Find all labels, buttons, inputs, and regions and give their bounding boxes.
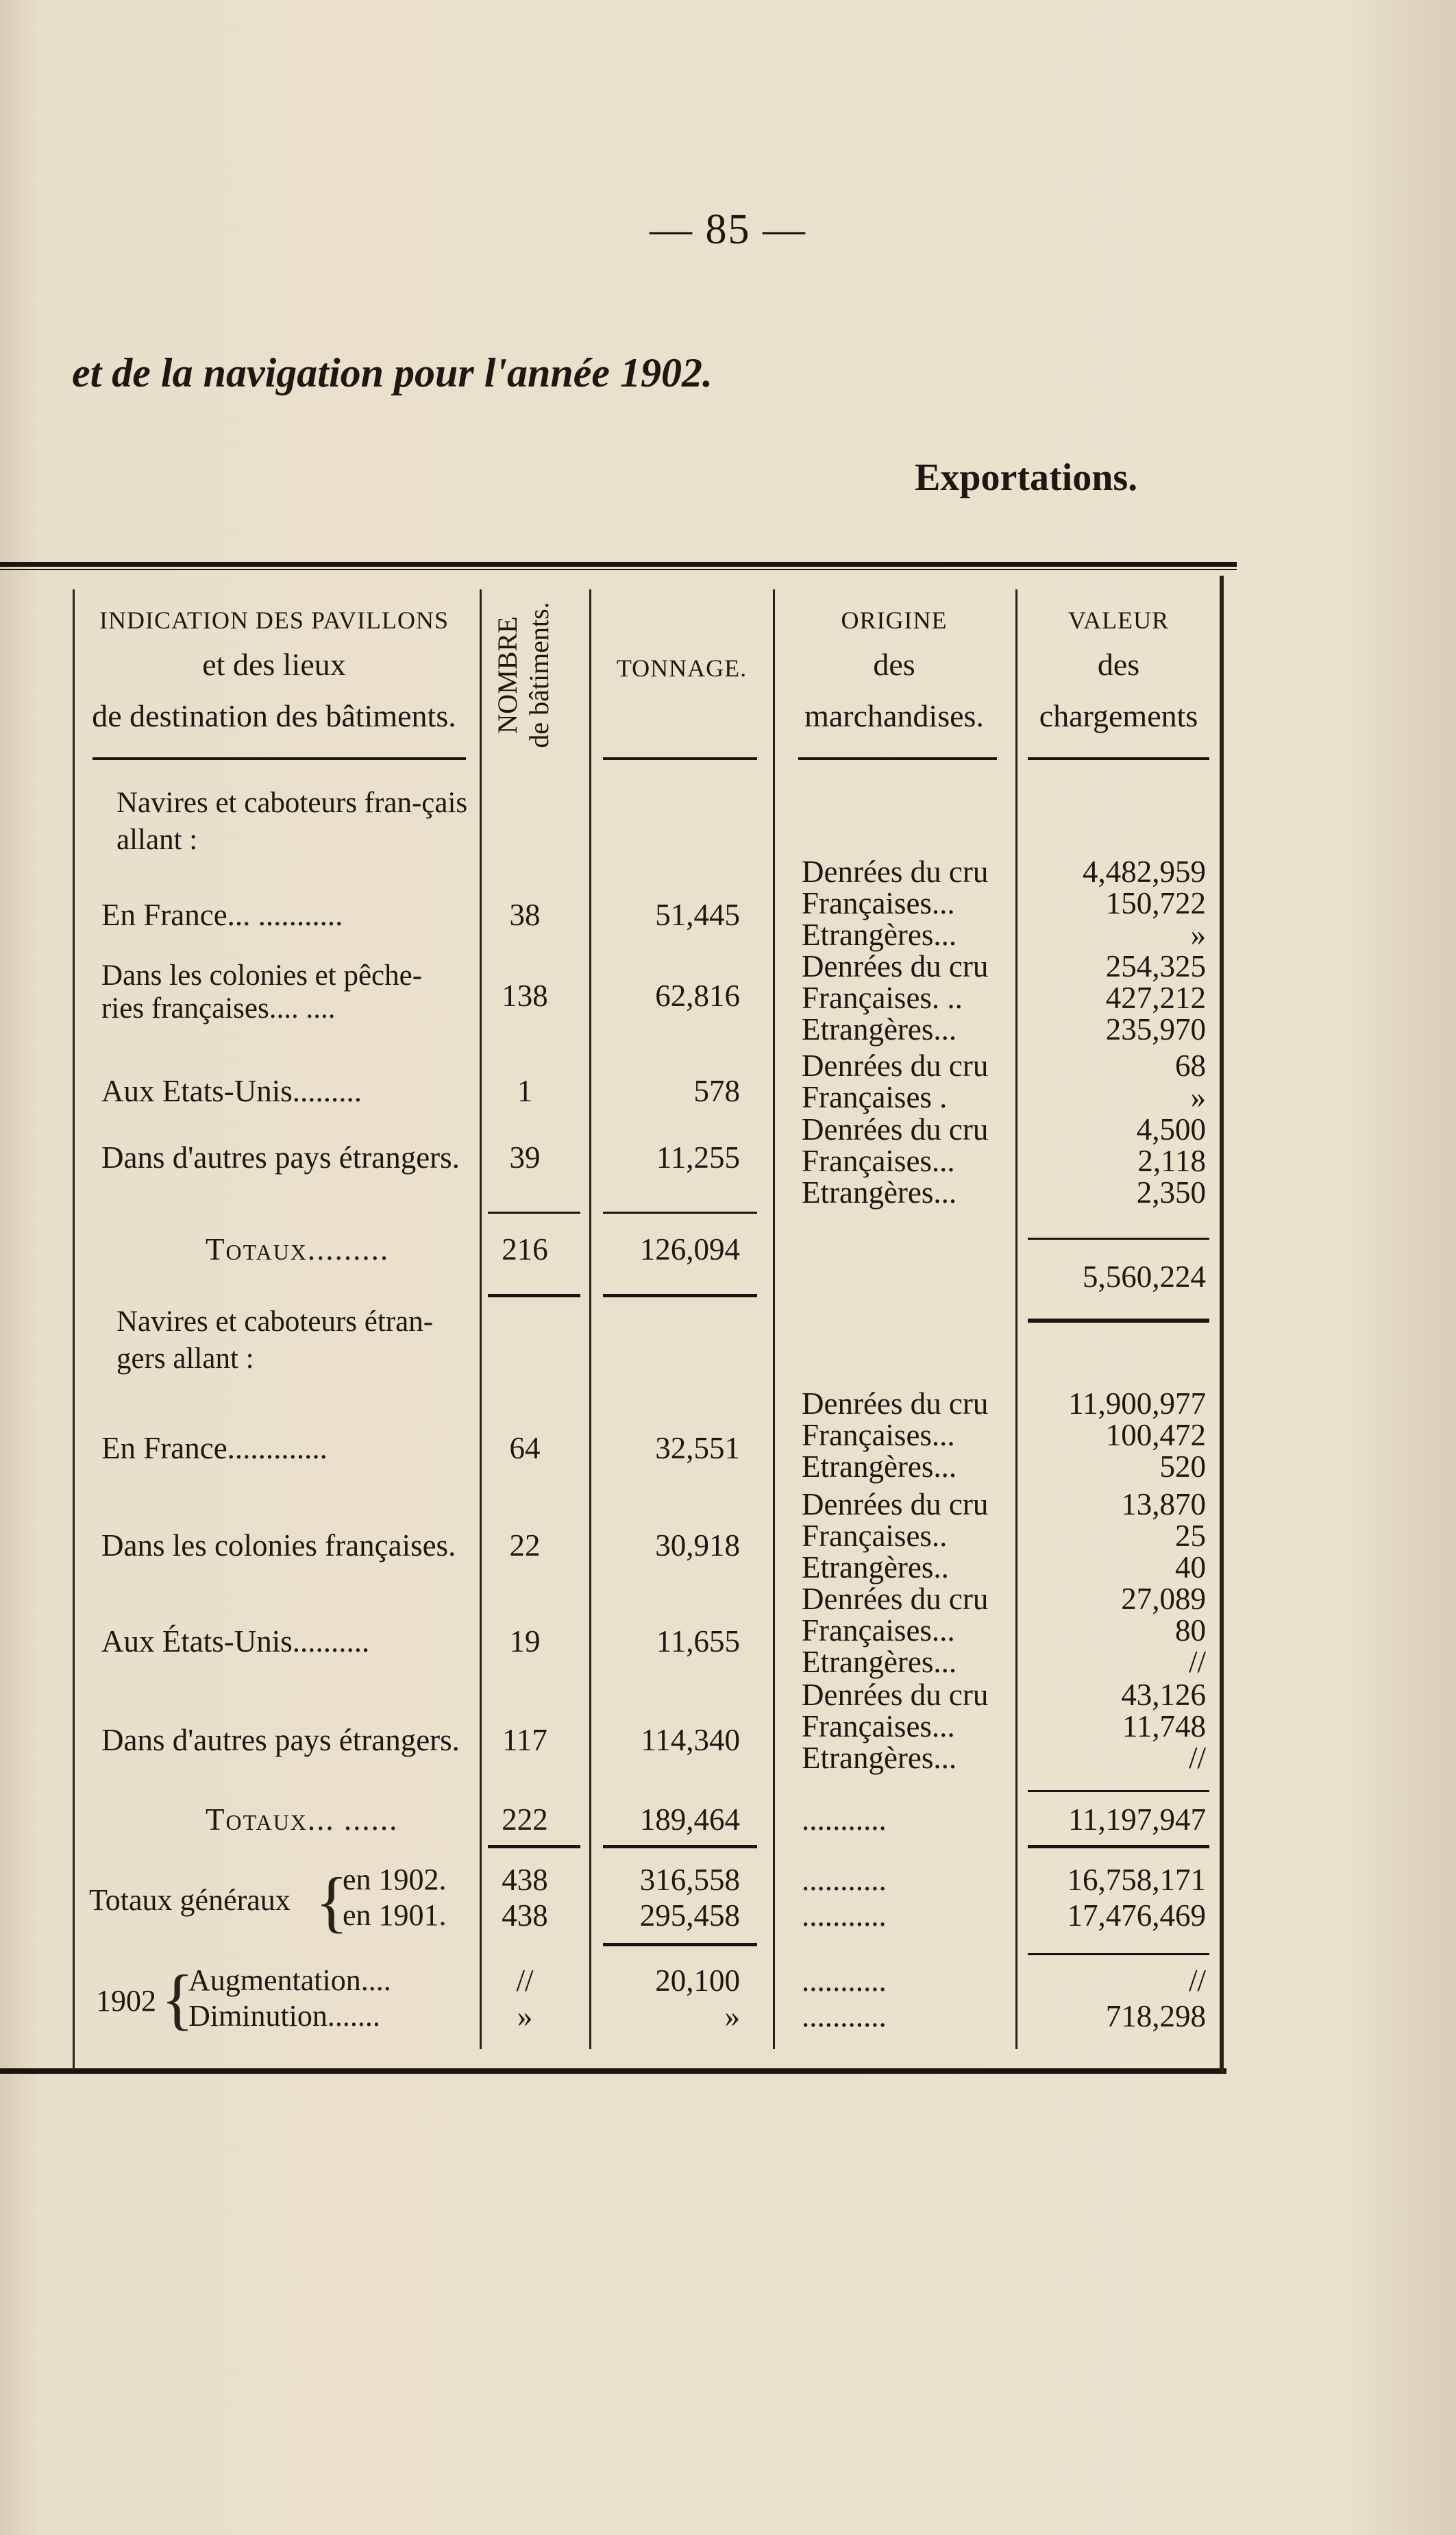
value-cell: 68 [1175,1049,1206,1083]
origin-cru: Denrées du cru [802,1487,989,1521]
total-rule [488,1294,580,1297]
value-cell: » [1190,1080,1206,1114]
year-label: en 1902. [343,1863,447,1896]
origin-francaises: Françaises... [802,1144,955,1178]
value-cell: 25 [1175,1519,1206,1553]
page-number: — 85 — [650,206,806,253]
origin-etrangeres: Etrangères.. [802,1550,949,1584]
total-rule [1028,1953,1209,1955]
totals-nombre: 216 [502,1232,548,1266]
header-tonnage: TONNAGE. [616,654,748,682]
row-nombre: 38 [509,898,541,932]
variation-tonnage: » [724,1999,740,2033]
header-origine: ORIGINE [841,607,948,634]
origin-francaises: Françaises. .. [802,981,963,1015]
variation-label: Diminution....... [188,1999,380,2033]
value-cell: 13,870 [1121,1487,1206,1521]
origin-francaises: Françaises . [802,1080,948,1114]
general-nombre: 438 [502,1863,548,1897]
general-tonnage: 316,558 [639,1863,740,1897]
origin-etrangeres: Etrangères... [802,1012,957,1046]
value-cell: 11,748 [1122,1709,1206,1743]
value-cell: 4,482,959 [1083,855,1206,889]
table-left-border [73,589,75,2070]
origin-francaises: Françaises.. [802,1519,948,1553]
value-cell: 43,126 [1121,1678,1206,1712]
totals-origin: ........... [802,1802,887,1837]
table-top-rule [0,562,1237,567]
totals-label: Totaux... ...... [206,1802,399,1837]
row-tonnage: 62,816 [655,979,740,1013]
origin-francaises: Françaises... [802,1709,955,1743]
section-heading: Exportations. [915,456,1138,499]
header-underline-3 [603,757,757,760]
header-underline-1 [92,757,466,760]
table-right-border [1220,576,1224,2073]
row-label: En France... ........... [101,898,343,932]
value-cell: 2,118 [1137,1144,1206,1178]
origin-etrangeres: Etrangères... [802,1645,957,1679]
value-cell: » [1190,918,1206,952]
row-tonnage: 51,445 [655,898,740,932]
row-label: En France............. [101,1431,328,1465]
variation-origin: ........... [802,1999,887,2033]
value-cell: 520 [1159,1449,1206,1484]
value-cell: 80 [1175,1613,1206,1648]
header-valeur: VALEUR [1068,607,1170,634]
value-cell: 40 [1175,1550,1206,1584]
origin-etrangeres: Etrangères... [802,1175,957,1210]
header-chargements: chargements [1039,698,1198,733]
variation-value: 718,298 [1105,1999,1206,2033]
row-nombre: 39 [509,1140,541,1175]
general-value: 17,476,469 [1067,1898,1206,1933]
totals-tonnage: 126,094 [639,1232,740,1266]
value-cell: 11,900,977 [1068,1386,1206,1421]
subtotal-rule [1028,1790,1209,1792]
value-cell: 2,350 [1136,1175,1206,1210]
value-cell: 254,325 [1105,949,1206,983]
year-label: en 1901. [343,1898,447,1932]
value-cell: 427,212 [1105,981,1206,1015]
variation-nombre: // [516,1963,534,1998]
header-des-2: des [1097,647,1140,682]
general-value: 16,758,171 [1067,1863,1206,1897]
variation-origin: ........... [802,1963,887,1998]
general-origin: ........... [802,1863,887,1897]
row-nombre: 64 [509,1431,541,1465]
origin-cru: Denrées du cru [802,1112,989,1147]
general-nombre: 438 [502,1898,548,1933]
row-label: Dans les colonies françaises. [101,1528,456,1563]
value-cell: // [1188,1645,1206,1679]
row-tonnage: 11,255 [656,1140,740,1175]
brace-icon: { [161,1961,194,2037]
table-bottom-rule [0,2068,1226,2074]
header-underline-4 [798,757,997,760]
value-cell: // [1188,1741,1206,1775]
col-sep-4 [1015,589,1017,2049]
total-rule [1028,1845,1209,1848]
variation-label: Augmentation.... [188,1963,391,1997]
row-tonnage: 11,655 [656,1624,740,1658]
totals-value: 5,560,224 [1083,1260,1206,1294]
header-nombre: NOMBRE de bâtiments. [492,602,554,748]
section-1-title: Navires et caboteurs fran-çais allant : [116,787,468,856]
row-label: Aux Etats-Unis......... [101,1074,362,1108]
subtotal-rule [1028,1238,1209,1240]
table-top-rule-thin [0,569,1237,570]
general-origin: ........... [802,1898,887,1933]
header-lieux: et des lieux [202,647,346,682]
row-label: Dans d'autres pays étrangers. [101,1140,460,1175]
row-tonnage: 114,340 [641,1723,740,1757]
origin-etrangeres: Etrangères... [802,1741,957,1775]
total-rule [603,1943,757,1946]
variation-year: 1902 [96,1984,156,2018]
row-label: Dans les colonies et pêche-ries françaises.... .... [101,959,423,1025]
header-des-1: des [873,647,915,682]
row-label: Aux États-Unis.......... [101,1624,370,1658]
variation-nombre: » [517,1999,533,2033]
origin-francaises: Françaises... [802,1418,955,1452]
total-rule [603,1845,757,1848]
origin-cru: Denrées du cru [802,855,989,889]
brace-icon: { [315,1863,348,1939]
value-cell: 235,970 [1105,1012,1206,1046]
totals-nombre: 222 [502,1802,548,1837]
header-pavillons: INDICATION DES PAVILLONS [99,607,449,634]
origin-cru: Denrées du cru [802,1582,989,1616]
value-cell: 27,089 [1121,1582,1206,1616]
totals-value: 11,197,947 [1068,1802,1206,1837]
section-2-title: Navires et caboteurs étran-gers allant : [116,1306,434,1375]
row-nombre: 19 [509,1624,541,1658]
total-rule [603,1294,757,1297]
row-tonnage: 578 [693,1074,740,1108]
page-heading: et de la navigation pour l'année 1902. [72,350,713,395]
origin-etrangeres: Etrangères... [802,1449,957,1484]
origin-etrangeres: Etrangères... [802,918,957,952]
variation-tonnage: 20,100 [655,1963,740,1998]
general-tonnage: 295,458 [639,1898,740,1933]
row-label: Dans d'autres pays étrangers. [101,1723,460,1757]
row-nombre: 138 [502,979,548,1013]
col-sep-1 [480,589,482,2049]
subtotal-rule [603,1212,757,1214]
row-tonnage: 30,918 [655,1528,740,1563]
row-tonnage: 32,551 [655,1431,740,1465]
origin-cru: Denrées du cru [802,1386,989,1421]
row-nombre: 1 [517,1074,533,1108]
header-marchandises: marchandises. [804,698,984,733]
origin-cru: Denrées du cru [802,949,989,983]
general-totals-label: Totaux généraux [89,1883,291,1917]
totals-tonnage: 189,464 [639,1802,740,1837]
total-rule [1028,1319,1209,1323]
subtotal-rule [488,1212,580,1214]
origin-cru: Denrées du cru [802,1049,989,1083]
row-nombre: 117 [502,1723,547,1757]
value-cell: 4,500 [1136,1112,1206,1147]
col-sep-3 [773,589,775,2049]
value-cell: 100,472 [1105,1418,1206,1452]
total-rule [488,1845,580,1848]
row-nombre: 22 [509,1528,541,1563]
origin-francaises: Françaises... [802,1613,955,1648]
origin-francaises: Françaises... [802,886,955,920]
value-cell: 150,722 [1105,886,1206,920]
origin-cru: Denrées du cru [802,1678,989,1712]
totals-label: Totaux......... [206,1232,390,1266]
header-underline-5 [1028,757,1209,760]
variation-value: // [1188,1963,1206,1998]
header-destination: de destination des bâtiments. [92,698,456,733]
